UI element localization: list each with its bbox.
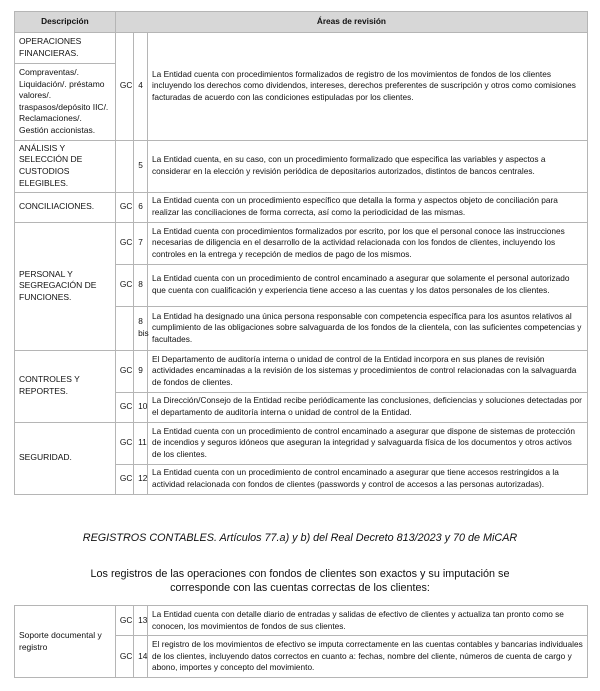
table-row — [15, 422, 588, 464]
item-number: 7 — [134, 222, 148, 264]
item-number: 8 bis — [134, 306, 148, 350]
item-number: 6 — [134, 192, 148, 222]
category-sublabel: Compraventas/. Liquidación/. préstamo valores/. traspasos/depósito IIC/. Reclamaciones/. Gestión accionistas. — [15, 63, 115, 140]
category-label: PERSONAL Y SEGREGACIÓN DE FUNCIONES. — [15, 222, 116, 350]
item-number: 4 — [134, 33, 148, 141]
review-text: La Entidad cuenta con un procedimiento de control encaminado a asegurar que solamente el personal autorizado que cuenta con cualificación y experiencia tiene acceso a las cuentas y los datos personales de los clientes. — [148, 264, 588, 306]
item-number: 11 — [134, 422, 148, 464]
review-text: La Entidad ha designado una única persona responsable con competencia específica para los asuntos relativos al cumplimiento de las obligaciones sobre salvaguarda de los fondos de la clientela, con las suficientes competencias y facultades. — [148, 306, 588, 350]
table-row — [15, 33, 588, 141]
gc-cell: GC — [115, 606, 133, 636]
gc-cell: GC — [115, 350, 133, 392]
gc-cell: GC — [115, 464, 133, 494]
item-number: 10 — [134, 392, 148, 422]
item-number: 14 — [134, 636, 148, 678]
gc-cell: GC — [115, 192, 133, 222]
gc-cell — [115, 306, 133, 350]
gc-cell: GC — [115, 636, 133, 678]
category-label: CONCILIACIONES. — [15, 192, 116, 222]
accounting-records-table — [14, 605, 588, 678]
review-text: La Entidad cuenta, en su caso, con un procedimiento formalizado que especifica las variables y aspectos a considerar en la elección y revisión periódica de depositarios autorizados, distintos de bancos centrales. — [148, 140, 588, 192]
item-number: 12 — [134, 464, 148, 494]
table-row — [15, 350, 588, 392]
gc-cell: GC — [115, 33, 133, 141]
table-row — [15, 140, 588, 192]
section-paragraph: Los registros de las operaciones con fondos de clientes son exactos y su imputación se corresponde con las cuentas correctas de los clientes: — [90, 568, 510, 594]
header-areas: Áreas de revisión — [115, 12, 587, 33]
review-text: La Entidad cuenta con procedimientos formalizados por escrito, por los que el personal conoce las instrucciones necesarias de diligencia en el desarrollo de la actividad relacionada con los fondos de clientes, incluyendo los controles en la entrega y recepción de medios de pago de los mismos. — [148, 222, 588, 264]
category-label: OPERACIONES FINANCIERAS. — [19, 36, 82, 58]
review-text: El registro de los movimientos de efectivo se imputa correctamente en las cuentas contables y bancarias individuales de los clientes, incluyendo datos correctos en cuanto a: fechas, nombre del cliente, números de cuenta de cargo y abono, importes y concepto del movimiento. — [148, 636, 588, 678]
gc-cell: GC — [115, 222, 133, 264]
review-text: La Entidad cuenta con detalle diario de entradas y salidas de efectivo de clientes y actualiza tan pronto como se conocen, los movimientos de fondos de sus clientes. — [148, 606, 588, 636]
review-text: La Entidad cuenta con un procedimiento de control encaminado a asegurar que dispone de sistemas de protección de incendios y seguros idóneos que aseguran la integridad y salvaguarda física de los documentos y otros activos de los clientes. — [148, 422, 588, 464]
gc-cell: GC — [115, 422, 133, 464]
review-text: La Entidad cuenta con un procedimiento específico que detalla la forma y aspectos objeto de conciliación para realizar las conciliaciones de forma correcta, así como la periodicidad de las mismas. — [148, 192, 588, 222]
table-row — [15, 192, 588, 222]
category-label: CONTROLES Y REPORTES. — [15, 350, 116, 422]
table-row — [15, 606, 588, 636]
item-number: 9 — [134, 350, 148, 392]
review-text: La Entidad cuenta con procedimientos formalizados de registro de los movimientos de fondos de los clientes incluyendo los derechos como dividendos, intereses, derechos preferentes de suscripción y otros como comisiones facturadas de acuerdo con las condiciones estipuladas por los clientes. — [148, 33, 588, 141]
item-number: 5 — [134, 140, 148, 192]
review-areas-table — [14, 11, 588, 495]
header-descripcion: Descripción — [15, 12, 116, 33]
item-number: 13 — [134, 606, 148, 636]
review-text: El Departamento de auditoría interna o unidad de control de la Entidad incorpora en sus planes de revisión actividades encaminadas a la revisión de los sistemas y procedimientos de control relacionadas con la salvaguarda de fondos de clientes. — [148, 350, 588, 392]
gc-cell: GC — [115, 392, 133, 422]
gc-cell: GC — [115, 264, 133, 306]
category-label: ANÁLISIS Y SELECCIÓN DE CUSTODIOS ELEGIBLES. — [15, 140, 116, 192]
table-row — [15, 222, 588, 264]
review-text: La Entidad cuenta con un procedimiento de control encaminado a asegurar que tiene accesos restringidos a la actividad relacionada con fondos de clientes (passwords y control de accesos a las personas autorizadas). — [148, 464, 588, 494]
category-cell — [15, 33, 116, 141]
review-text: La Dirección/Consejo de la Entidad recibe periódicamente las conclusiones, deficiencias y soluciones detectadas por el departamento de auditoría interna o unidad de control de la Entidad. — [148, 392, 588, 422]
section-heading: REGISTROS CONTABLES. Artículos 77.a) y b) del Real Decreto 813/2023 y 70 de MiCAR — [82, 532, 518, 544]
category-label: SEGURIDAD. — [15, 422, 116, 494]
category-label: Soporte documental y registro — [15, 606, 116, 678]
item-number: 8 — [134, 264, 148, 306]
gc-cell — [115, 140, 133, 192]
